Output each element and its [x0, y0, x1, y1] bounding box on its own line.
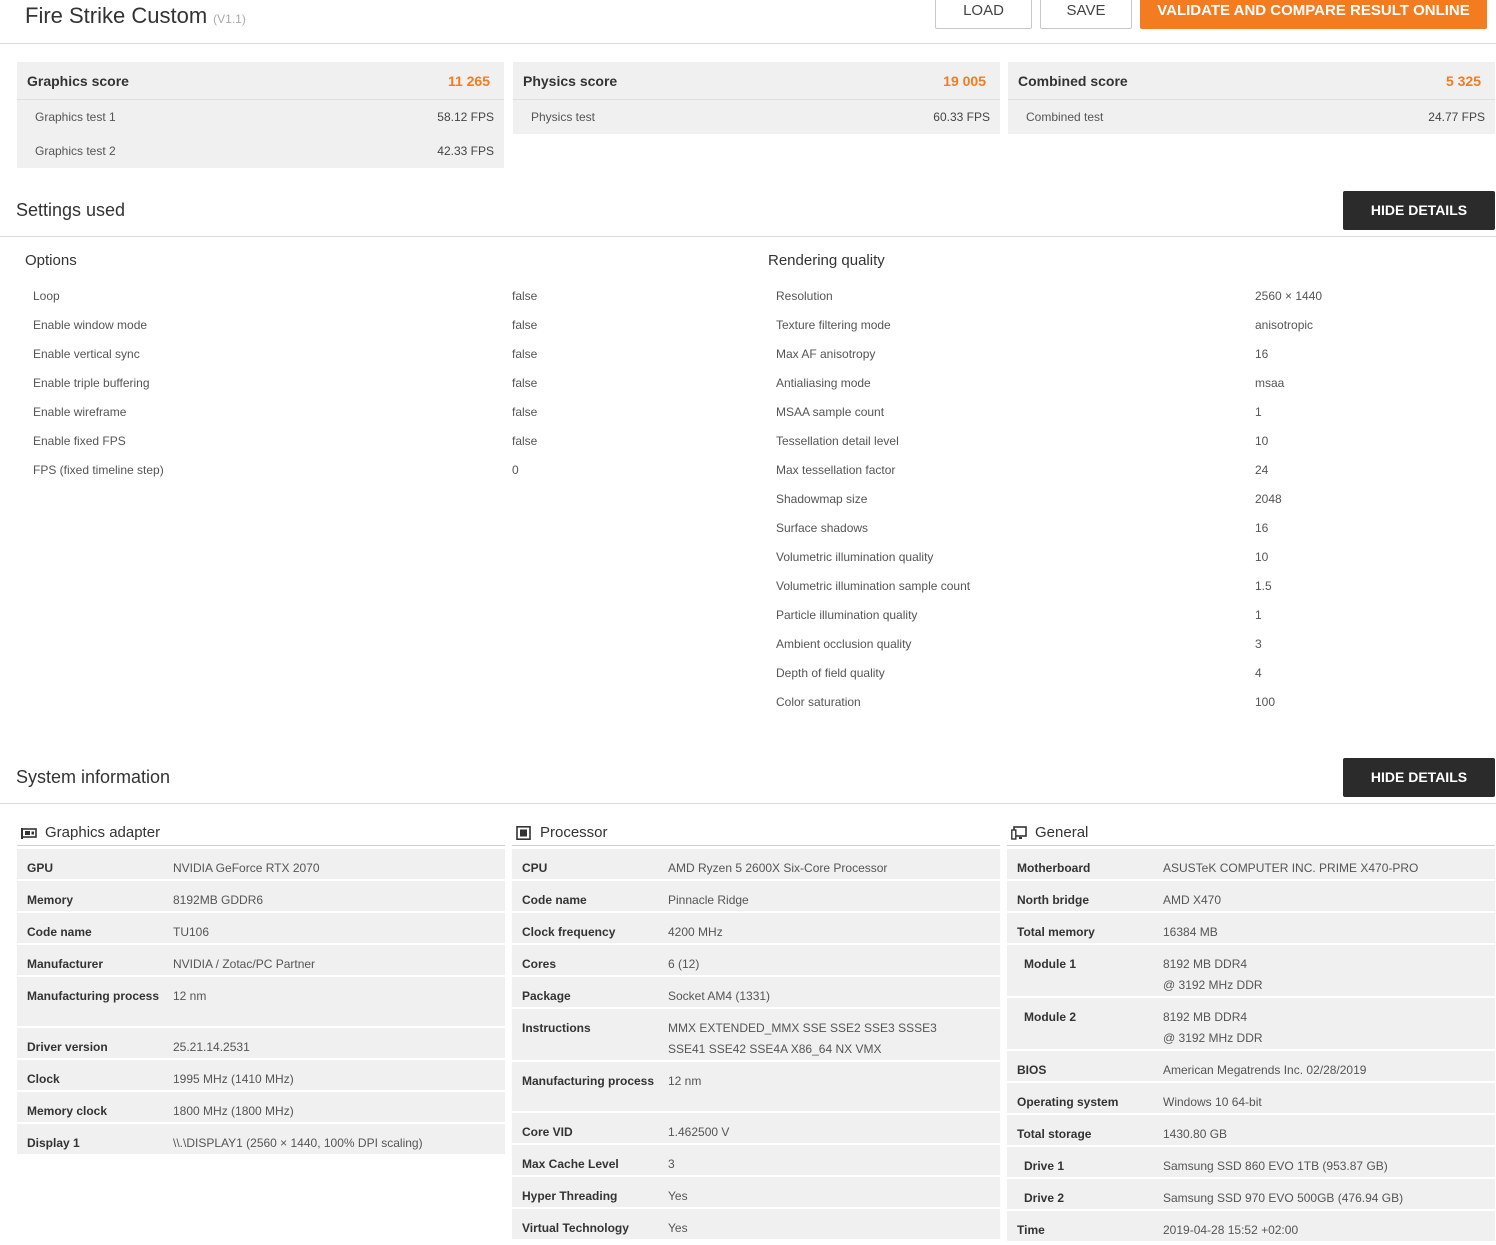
info-value-line: Yes	[668, 1189, 688, 1203]
info-value	[668, 913, 1000, 943]
info-value-line: 1430.80 GB	[1163, 1127, 1228, 1141]
combined-score-value: 5 325	[1445, 72, 1481, 89]
setting-row	[33, 402, 633, 431]
info-row	[1007, 1115, 1495, 1147]
info-key: Clock	[27, 1072, 60, 1086]
info-value-line: American Megatrends Inc. 02/28/2019	[1163, 1063, 1367, 1077]
info-value-line: TU106	[173, 925, 210, 939]
info-key: Package	[522, 989, 571, 1003]
setting-row	[776, 547, 1476, 576]
validate-compare-button[interactable]: VALIDATE AND COMPARE RESULT ONLINE	[1140, 0, 1487, 29]
physics-score-label: Physics score	[523, 72, 618, 89]
setting-value: 0	[512, 463, 519, 477]
info-value	[1163, 945, 1495, 996]
info-value-line: 1.462500 V	[668, 1125, 730, 1139]
info-key: Total storage	[1017, 1127, 1092, 1141]
info-value	[668, 1113, 1000, 1143]
setting-row	[33, 431, 633, 460]
setting-key: Volumetric illumination sample count	[776, 579, 971, 593]
graphics-score-panel	[17, 62, 504, 168]
processor-header	[512, 820, 1000, 846]
info-value-line: 1800 MHz (1800 MHz)	[173, 1104, 294, 1118]
info-key: Core VID	[522, 1125, 573, 1139]
system-hide-details-button[interactable]: HIDE DETAILS	[1343, 758, 1495, 797]
setting-row	[776, 518, 1476, 547]
info-value	[1163, 849, 1495, 879]
processor-table	[512, 849, 1000, 1241]
graphics-adapter-header	[17, 820, 505, 846]
info-value	[668, 977, 1000, 1007]
info-key: Manufacturer	[27, 957, 104, 971]
info-key: Memory	[27, 893, 74, 907]
setting-value: msaa	[1255, 376, 1285, 390]
info-value-line: 16384 MB	[1163, 925, 1218, 939]
setting-key: Enable fixed FPS	[33, 434, 126, 448]
graphics-card-icon	[21, 826, 37, 840]
info-value	[1163, 881, 1495, 911]
settings-hide-details-button[interactable]: HIDE DETAILS	[1343, 191, 1495, 230]
rendering-quality-list	[776, 286, 1476, 721]
graphics-adapter-title: Graphics adapter	[45, 824, 161, 841]
info-value-line: 8192 MB DDR4	[1163, 1010, 1248, 1024]
setting-value: 1	[1255, 608, 1262, 622]
info-value	[1163, 998, 1495, 1049]
info-value-line: 4200 MHz	[668, 925, 723, 939]
combined-score-panel	[1008, 62, 1495, 134]
settings-section-title: Settings used	[16, 200, 126, 220]
setting-row	[776, 431, 1476, 460]
info-row	[512, 1009, 1000, 1062]
setting-row	[33, 460, 633, 489]
info-value	[668, 1209, 1000, 1239]
graphics-adapter-table	[17, 849, 505, 1156]
info-value	[173, 1028, 505, 1058]
info-key: Hyper Threading	[522, 1189, 618, 1203]
graphics-test-2-row	[17, 134, 504, 168]
system-section-title: System information	[16, 767, 171, 787]
test-fps: 58.12 FPS	[437, 110, 494, 124]
setting-value: 100	[1255, 695, 1276, 709]
info-value-line: Pinnacle Ridge	[668, 893, 749, 907]
setting-value: 10	[1255, 434, 1269, 448]
setting-key: Antialiasing mode	[776, 376, 871, 390]
info-row	[512, 1177, 1000, 1209]
test-name: Graphics test 2	[35, 144, 116, 158]
setting-key: Enable triple buffering	[33, 376, 150, 390]
setting-row	[33, 373, 633, 402]
setting-value: 4	[1255, 666, 1262, 680]
setting-row	[776, 663, 1476, 692]
info-row	[17, 1028, 505, 1060]
setting-row	[776, 344, 1476, 373]
info-key: Total memory	[1017, 925, 1095, 939]
info-key: Driver version	[27, 1040, 108, 1054]
info-key: North bridge	[1017, 893, 1089, 907]
info-row	[512, 977, 1000, 1009]
general-title: General	[1035, 824, 1089, 841]
graphics-adapter-panel	[17, 820, 505, 1156]
info-value	[668, 1177, 1000, 1207]
info-value	[173, 1092, 505, 1122]
info-value	[1163, 1115, 1495, 1145]
info-key: Code name	[27, 925, 92, 939]
setting-row	[776, 634, 1476, 663]
info-value	[173, 1060, 505, 1090]
info-value-line: 2019-04-28 15:52 +02:00	[1163, 1223, 1299, 1237]
info-value	[668, 945, 1000, 975]
monitor-icon	[1011, 826, 1027, 840]
setting-value: false	[512, 376, 538, 390]
setting-row	[776, 692, 1476, 721]
setting-row	[776, 460, 1476, 489]
setting-key: Volumetric illumination quality	[776, 550, 934, 564]
info-row	[17, 1060, 505, 1092]
setting-row	[776, 373, 1476, 402]
info-row	[17, 945, 505, 977]
setting-row	[776, 576, 1476, 605]
graphics-score-value: 11 265	[447, 72, 490, 89]
info-key: Drive 2	[1024, 1191, 1065, 1205]
info-value-line: NVIDIA / Zotac/PC Partner	[173, 957, 316, 971]
info-row	[1007, 881, 1495, 913]
info-value	[173, 849, 505, 879]
version-label: (V1.1)	[213, 12, 246, 26]
graphics-test-1-row	[17, 100, 504, 134]
info-value	[1163, 1211, 1495, 1241]
load-button[interactable]: LOAD	[935, 0, 1032, 29]
setting-row	[33, 315, 633, 344]
test-fps: 60.33 FPS	[933, 110, 990, 124]
setting-key: Max AF anisotropy	[776, 347, 876, 361]
setting-row	[776, 489, 1476, 518]
info-value	[1163, 1051, 1495, 1081]
info-key: Cores	[522, 957, 557, 971]
info-value	[1163, 913, 1495, 943]
benchmark-name: Fire Strike Custom	[25, 3, 208, 28]
info-key: Drive 1	[1024, 1159, 1065, 1173]
general-header	[1007, 820, 1495, 846]
info-key: Module 2	[1024, 1010, 1077, 1024]
setting-row	[776, 315, 1476, 344]
setting-key: Tessellation detail level	[776, 434, 899, 448]
test-name: Graphics test 1	[35, 110, 116, 124]
info-key: Operating system	[1017, 1095, 1119, 1109]
setting-value: 16	[1255, 521, 1269, 535]
info-value-line: Samsung SSD 860 EVO 1TB (953.87 GB)	[1163, 1159, 1388, 1173]
info-value-line: 8192 MB DDR4	[1163, 957, 1248, 971]
info-value-line: Yes	[668, 1221, 688, 1235]
physics-score-value: 19 005	[943, 72, 986, 89]
info-row	[512, 1209, 1000, 1241]
setting-key: Enable window mode	[33, 318, 148, 332]
info-value-line: Socket AM4 (1331)	[668, 989, 771, 1003]
setting-key: Enable vertical sync	[33, 347, 140, 361]
divider	[0, 236, 1496, 237]
info-key: BIOS	[1017, 1063, 1047, 1077]
test-name: Combined test	[1026, 110, 1104, 124]
info-row	[17, 1124, 505, 1156]
info-row	[1007, 1211, 1495, 1243]
info-row	[1007, 1051, 1495, 1083]
setting-key: Color saturation	[776, 695, 861, 709]
setting-value: 2560 × 1440	[1255, 289, 1323, 303]
setting-row	[776, 402, 1476, 431]
info-row	[512, 945, 1000, 977]
info-value	[668, 1062, 1000, 1111]
info-value	[173, 977, 505, 1026]
info-row	[512, 1062, 1000, 1113]
setting-value: false	[512, 318, 538, 332]
graphics-score-label: Graphics score	[27, 72, 129, 89]
setting-key: Shadowmap size	[776, 492, 868, 506]
info-value-line: 8192MB GDDR6	[173, 893, 264, 907]
test-fps: 42.33 FPS	[437, 144, 494, 158]
info-value	[668, 1009, 968, 1060]
setting-key: FPS (fixed timeline step)	[33, 463, 164, 477]
info-value	[173, 881, 505, 911]
setting-row	[776, 286, 1476, 315]
info-value-line: 25.21.14.2531	[173, 1040, 250, 1054]
combined-test-row	[1008, 100, 1495, 134]
info-key: Module 1	[1024, 957, 1077, 971]
info-key: Memory clock	[27, 1104, 108, 1118]
app-title	[25, 3, 246, 29]
setting-value: false	[512, 289, 538, 303]
info-row	[1007, 849, 1495, 881]
setting-key: Ambient occlusion quality	[776, 637, 912, 651]
info-row	[1007, 945, 1495, 998]
setting-value: false	[512, 434, 538, 448]
processor-panel	[512, 820, 1000, 1241]
general-panel	[1007, 820, 1495, 1243]
info-value-line: 12 nm	[668, 1074, 702, 1088]
info-row	[512, 1145, 1000, 1177]
info-value-line: Windows 10 64-bit	[1163, 1095, 1262, 1109]
info-row	[512, 913, 1000, 945]
setting-key: Particle illumination quality	[776, 608, 918, 622]
info-row	[1007, 1083, 1495, 1115]
setting-row	[776, 605, 1476, 634]
info-key: Max Cache Level	[522, 1157, 619, 1171]
info-key: Time	[1017, 1223, 1045, 1237]
physics-score-panel	[513, 62, 1000, 134]
info-value	[668, 1145, 1000, 1175]
setting-key: Max tessellation factor	[776, 463, 896, 477]
info-key: Motherboard	[1017, 861, 1091, 875]
info-value	[668, 849, 1000, 879]
setting-value: 10	[1255, 550, 1269, 564]
info-row	[17, 881, 505, 913]
info-row	[1007, 998, 1495, 1051]
setting-value: false	[512, 405, 538, 419]
general-table	[1007, 849, 1495, 1243]
setting-value: 16	[1255, 347, 1269, 361]
divider	[0, 803, 1496, 804]
setting-key: Depth of field quality	[776, 666, 885, 680]
options-list	[33, 286, 633, 489]
test-fps: 24.77 FPS	[1428, 110, 1485, 124]
cpu-icon	[516, 826, 532, 840]
info-value-line: 3	[668, 1157, 675, 1171]
app-header	[0, 0, 1496, 44]
physics-test-row	[513, 100, 1000, 134]
setting-key: MSAA sample count	[776, 405, 885, 419]
info-row	[17, 977, 505, 1028]
info-key: Display 1	[27, 1136, 80, 1150]
info-row	[512, 1113, 1000, 1145]
setting-value: 3	[1255, 637, 1262, 651]
info-key: Virtual Technology	[522, 1221, 629, 1235]
info-value	[173, 1124, 505, 1154]
info-row	[17, 1092, 505, 1124]
info-value-line: AMD Ryzen 5 2600X Six-Core Processor	[668, 861, 888, 875]
info-value-line: @ 3192 MHz DDR	[1163, 978, 1263, 992]
info-key: Code name	[522, 893, 587, 907]
info-key: Clock frequency	[522, 925, 616, 939]
processor-title: Processor	[540, 824, 608, 841]
setting-value: 2048	[1255, 492, 1282, 506]
info-value	[173, 913, 505, 943]
info-value-line: \\.\DISPLAY1 (2560 × 1440, 100% DPI scaling)	[173, 1136, 423, 1150]
info-value-line: 12 nm	[173, 989, 207, 1003]
info-value-line: @ 3192 MHz DDR	[1163, 1031, 1263, 1045]
info-value-line: 1995 MHz (1410 MHz)	[173, 1072, 294, 1086]
setting-value: anisotropic	[1255, 318, 1314, 332]
info-value	[173, 945, 505, 975]
rendering-quality-title: Rendering quality	[768, 252, 885, 269]
setting-value: 1	[1255, 405, 1262, 419]
info-value-line: Samsung SSD 970 EVO 500GB (476.94 GB)	[1163, 1191, 1404, 1205]
setting-key: Texture filtering mode	[776, 318, 891, 332]
save-button[interactable]: SAVE	[1040, 0, 1132, 29]
info-value	[668, 881, 1000, 911]
combined-score-label: Combined score	[1018, 72, 1128, 89]
info-row	[17, 913, 505, 945]
info-row	[1007, 913, 1495, 945]
info-key: Manufacturing process	[522, 1074, 655, 1088]
info-value-line: AMD X470	[1163, 893, 1222, 907]
info-value-line: 6 (12)	[668, 957, 700, 971]
info-value-line: MMX EXTENDED_MMX SSE SSE2 SSE3 SSSE3 SSE41 SSE42 SSE4A X86_64 NX VMX	[668, 1021, 937, 1056]
setting-key: Enable wireframe	[33, 405, 127, 419]
info-row	[512, 881, 1000, 913]
setting-key: Resolution	[776, 289, 833, 303]
info-row	[512, 849, 1000, 881]
setting-key: Surface shadows	[776, 521, 869, 535]
info-value-line: NVIDIA GeForce RTX 2070	[173, 861, 320, 875]
options-title: Options	[25, 252, 77, 269]
info-value-line: ASUSTeK COMPUTER INC. PRIME X470-PRO	[1163, 861, 1419, 875]
setting-key: Loop	[33, 289, 60, 303]
info-row	[1007, 1147, 1495, 1179]
test-name: Physics test	[531, 110, 596, 124]
info-key: GPU	[27, 861, 54, 875]
info-key: CPU	[522, 861, 548, 875]
setting-row	[33, 344, 633, 373]
info-value	[1163, 1147, 1495, 1177]
info-row	[1007, 1179, 1495, 1211]
setting-value: 1.5	[1255, 579, 1272, 593]
info-row	[17, 849, 505, 881]
setting-value: 24	[1255, 463, 1269, 477]
info-key: Manufacturing process	[27, 989, 160, 1003]
setting-value: false	[512, 347, 538, 361]
info-value	[1163, 1179, 1495, 1209]
info-value	[1163, 1083, 1495, 1113]
info-key: Instructions	[522, 1021, 591, 1035]
setting-row	[33, 286, 633, 315]
